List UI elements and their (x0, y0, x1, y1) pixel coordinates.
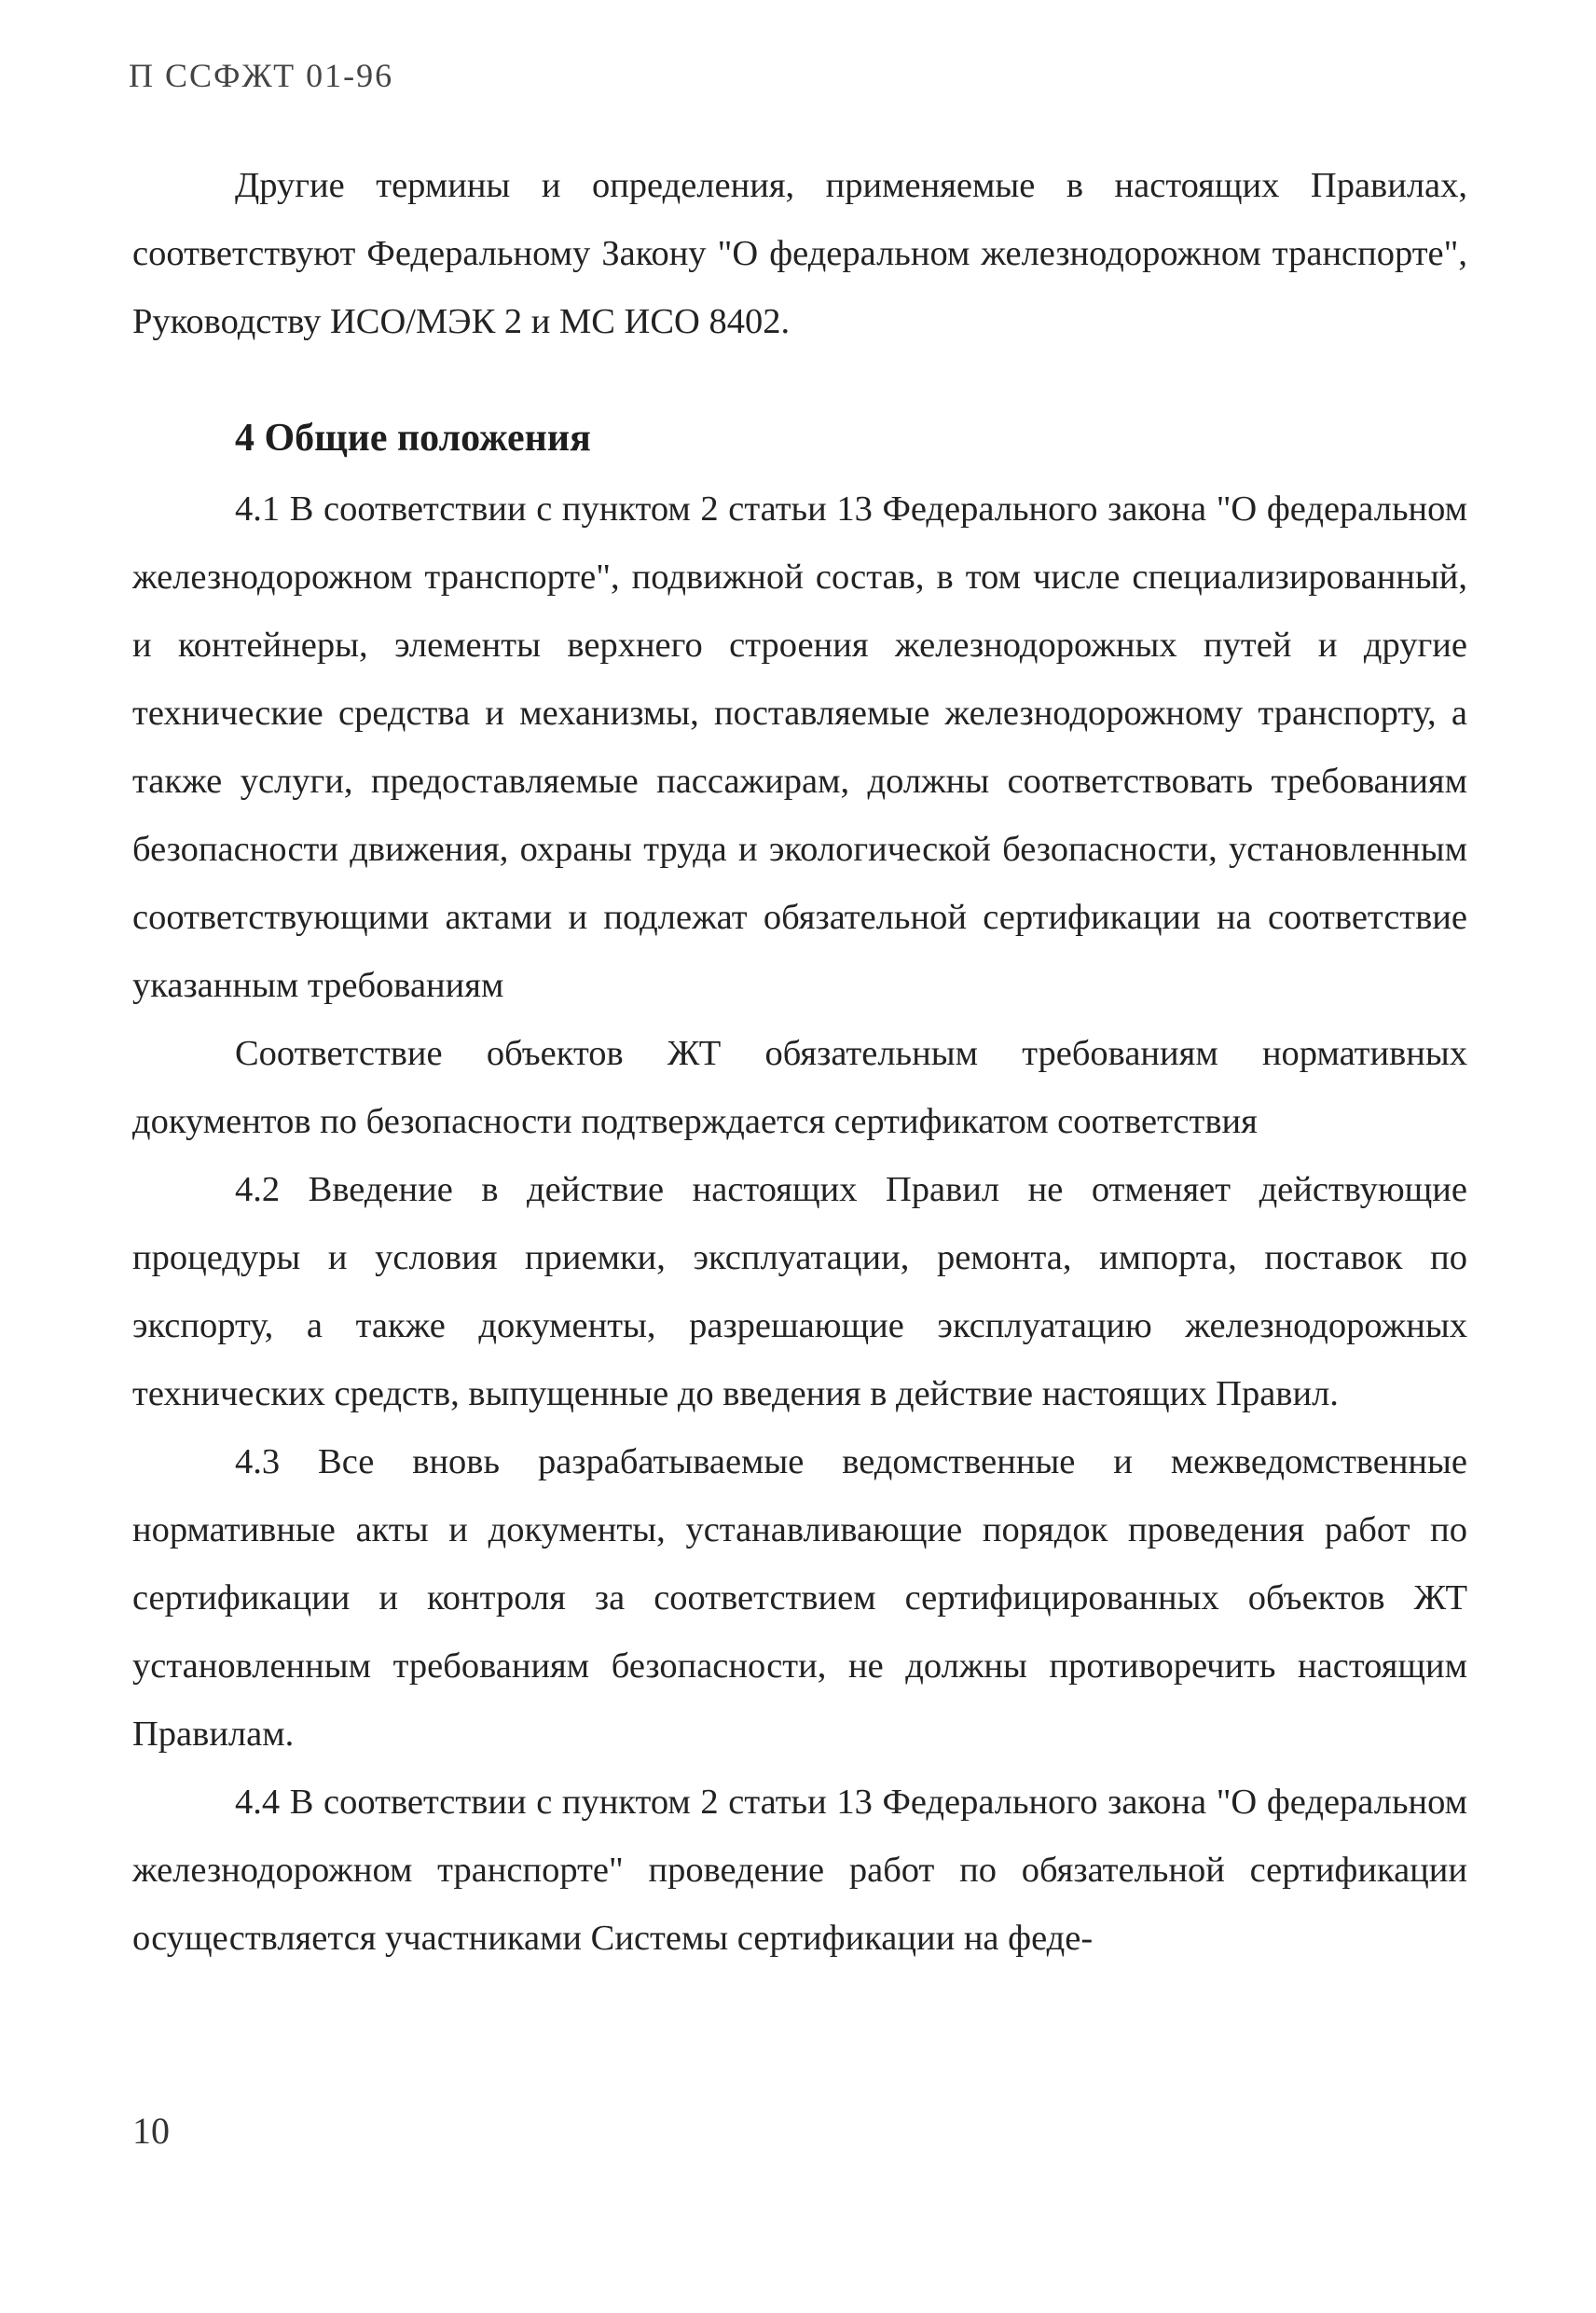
intro-paragraph: Другие термины и определения, применяемые в настоящих Правилах, соответствуют Федеральному Закону "О федеральном железнодорожном транспорте", Руководству ИСО/МЭК 2 и МС ИСО 8402. (132, 166, 1467, 341)
section-title: 4 Общие положения (235, 417, 591, 460)
paragraph-4-2: 4.2 Введение в действие настоящих Правил не отменяет действующие процедуры и условия приемки, эксплуатации, ремонта, импорта, поставок по экспорту, а также документы, разрешающие эксплуатацию железнодорожных технических средств, выпущенные до введения в действие настоящих Правил. (132, 1170, 1467, 1413)
paragraph-conformity: Соответствие объектов ЖТ обязательным требованиям нормативных документов по безопасности подтверждается сертификатом соответствия (132, 1034, 1467, 1141)
document-code-header: П ССФЖТ 01-96 (129, 57, 394, 94)
intro-text-block (132, 152, 1467, 356)
paragraph-4-3: 4.3 Все вновь разрабатываемые ведомственные и межведомственные нормативные акты и документы, устанавливающие порядок проведения работ по сертификации и контроля за соответствием сертифицированных объектов ЖТ установленным требованиям безопасности, не должны противоречить настоящим Правилам. (132, 1442, 1467, 1754)
paragraph-4-1: 4.1 В соответствии с пунктом 2 статьи 13 Федерального закона "О федеральном железнодорожном транспорте", подвижной состав, в том числе специализированный, и контейнеры, элементы верхнего строения железнодорожных путей и другие технические средства и механизмы, поставляемые железнодорожному транспорту, а также услуги, предоставляемые пассажирам, должны соответствовать требованиям безопасности движения, охраны труда и экологической безопасности, установленным соответствующими актами и подлежат обязательной сертификации на соответствие указанным требованиям (132, 489, 1467, 1005)
paragraph-4-4: 4.4 В соответствии с пунктом 2 статьи 13 Федерального закона "О федеральном железнодорожном транспорте" проведение работ по обязательной сертификации осуществляется участниками Системы сертификации на феде- (132, 1783, 1467, 1958)
page-number: 10 (132, 2110, 170, 2152)
section-body (132, 475, 1467, 1973)
